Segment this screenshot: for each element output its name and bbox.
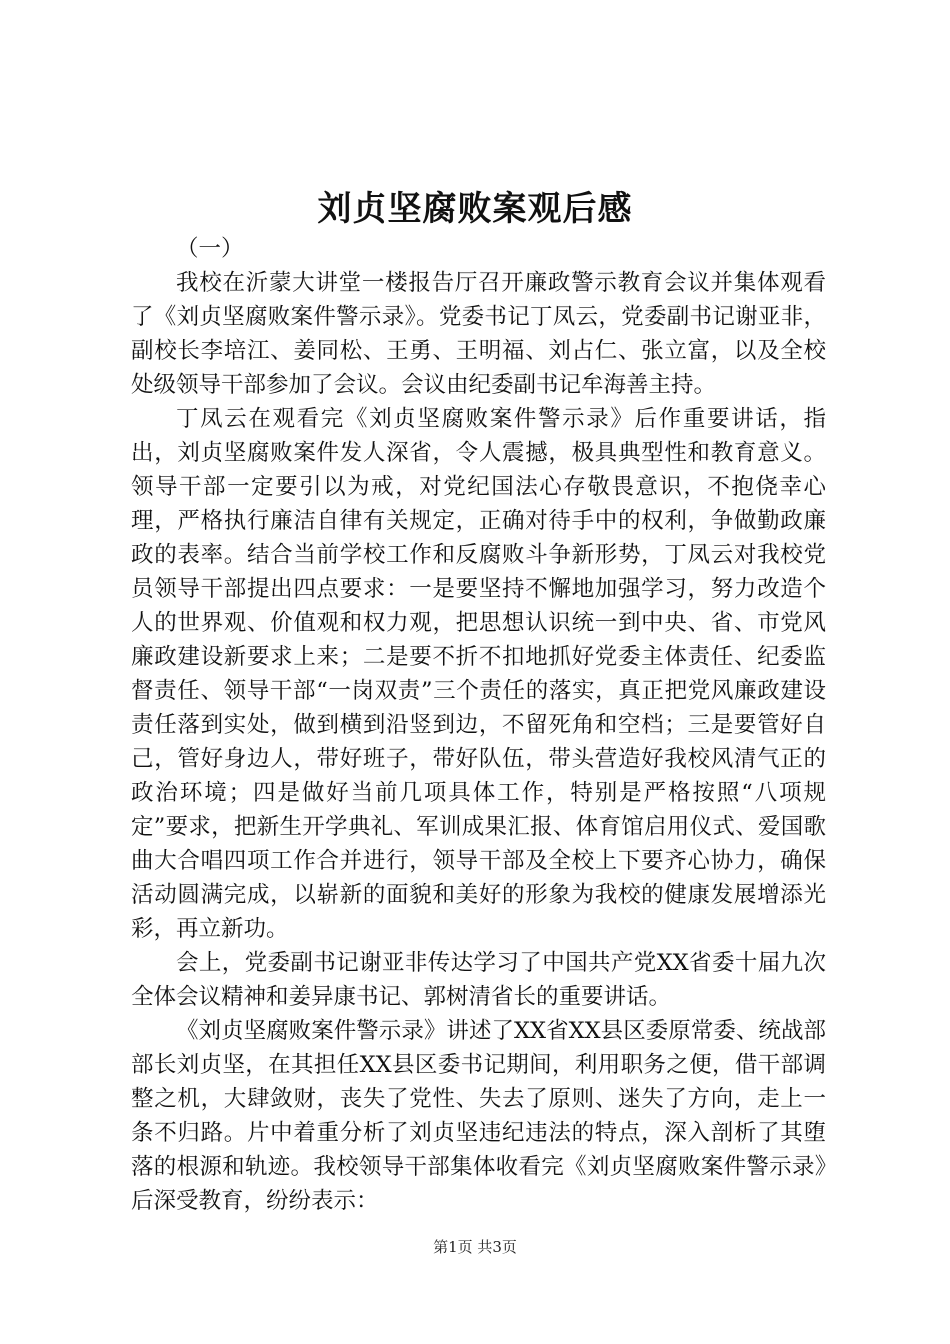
document-title: 刘贞坚腐败案观后感 bbox=[317, 189, 633, 229]
paragraph-4: 《刘贞坚腐败案件警示录》讲述了XX省XX县区委原常委、统战部部长刘贞坚，在其担任XX县区委书记期间，利用职务之便，借干部调整之机，大肆敛财，丧失了党性、失去了原则、迷失了方向，走上一条不归路。片中着重分析了刘贞坚违纪违法的特点，深入剖析了其堕落的根源和轨迹。我校领导干部集体收看完《刘贞坚腐败案件警示录》后深受教育，纷纷表示： bbox=[131, 1018, 826, 1214]
paragraph-3: 会上，党委副书记谢亚非传达学习了中国共产党XX省委十届九次全体会议精神和姜异康书记、郭树清省长的重要讲话。 bbox=[131, 950, 826, 1010]
page-number-footer: 第1页 共3页 bbox=[433, 1238, 517, 1256]
document-body bbox=[131, 232, 826, 1218]
section-marker: （一） bbox=[176, 236, 244, 262]
paragraph-2: 丁凤云在观看完《刘贞坚腐败案件警示录》后作重要讲话，指出，刘贞坚腐败案件发人深省，令人震撼，极具典型性和教育意义。领导干部一定要引以为戒，对党纪国法心存敬畏意识，不抱侥幸心理，严格执行廉洁自律有关规定，正确对待手中的权利，争做勤政廉政的表率。结合当前学校工作和反腐败斗争新形势，丁凤云对我校党员领导干部提出四点要求：一是要坚持不懈地加强学习，努力改造个人的世界观、价值观和权力观，把思想认识统一到中央、省、市党风廉政建设新要求上来；二是要不折不扣地抓好党委主体责任、纪委监督责任、领导干部“一岗双责”三个责任的落实，真正把党风廉政建设责任落到实处，做到横到沿竖到边，不留死角和空档；三是要管好自己，管好身边人，带好班子，带好队伍，带头营造好我校风清气正的政治环境；四是做好当前几项具体工作，特别是严格按照“八项规定”要求，把新生开学典礼、军训成果汇报、体育馆启用仪式、爱国歌曲大合唱四项工作合并进行，领导干部及全校上下要齐心协力，确保活动圆满完成，以崭新的面貌和美好的形象为我校的健康发展增添光彩，再立新功。 bbox=[131, 406, 826, 942]
paragraph-1: 我校在沂蒙大讲堂一楼报告厅召开廉政警示教育会议并集体观看了《刘贞坚腐败案件警示录》。党委书记丁凤云，党委副书记谢亚非，副校长李培江、姜同松、王勇、王明福、刘占仁、张立富，以及全校处级领导干部参加了会议。会议由纪委副书记牟海善主持。 bbox=[131, 270, 826, 398]
